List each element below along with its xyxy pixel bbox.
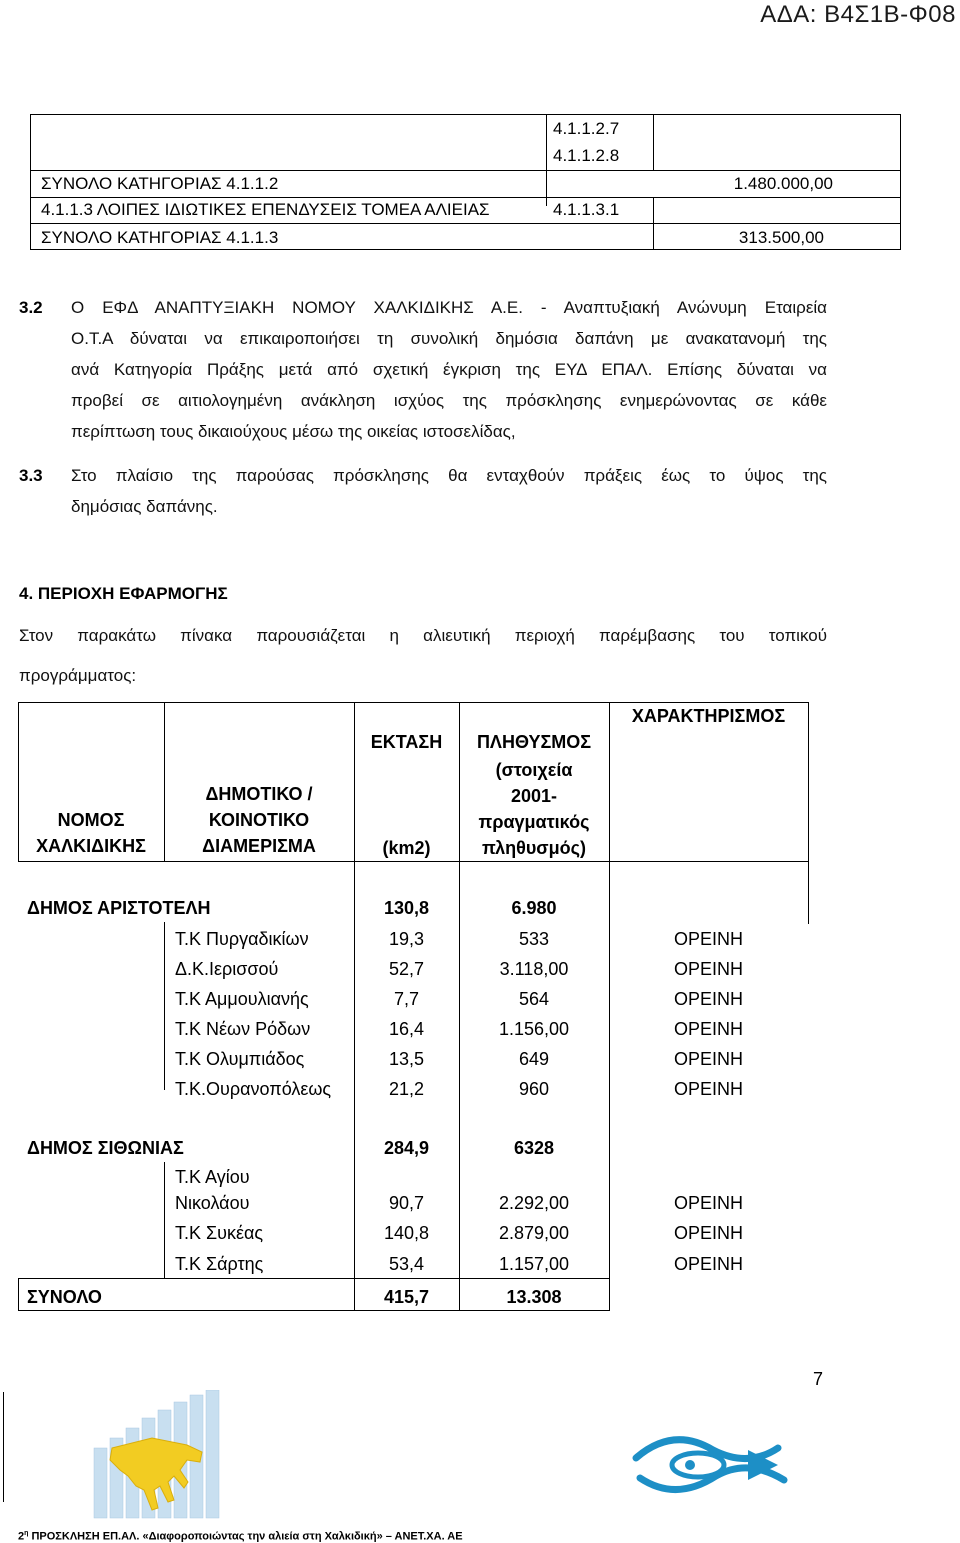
header-xaraktirismos: ΧΑΡΑΚΤΗΡΙΣΜΟΣ <box>631 706 786 726</box>
community-type: ΟΡΕΙΝΗ <box>673 1019 743 1039</box>
header-plithysmos: (στοιχεία <box>495 760 573 780</box>
community-population: 649 <box>518 1049 550 1069</box>
subcategory-code: 4.1.1.2.7 <box>553 119 620 138</box>
header-plithysmos: πληθυσμός) <box>481 838 586 858</box>
municipality-name: ΔΗΜΟΣ ΑΡΙΣΤΟΤΕΛΗ <box>27 898 211 918</box>
community-area: 52,7 <box>388 959 425 979</box>
header-plithysmos: πραγματικός <box>478 812 590 832</box>
community-name: Τ.Κ Αμμουλιανής <box>175 989 309 1009</box>
header-ektasi-unit: (km2) <box>382 838 431 858</box>
ada-header: ΑΔΑ: Β4Σ1Β-Φ08 <box>760 1 956 28</box>
community-population: 564 <box>518 989 550 1009</box>
community-population: 2.292,00 <box>498 1193 570 1213</box>
community-type: ΟΡΕΙΝΗ <box>673 1049 743 1069</box>
fish-eye-wave-logo <box>628 1428 798 1508</box>
category-label: 4.1.1.3 ΛΟΙΠΕΣ ΙΔΙΩΤΙΚΕΣ ΕΠΕΝΔΥΣΕΙΣ ΤΟΜΕΑ ΑΛΙΕΙΑΣ <box>41 200 490 219</box>
total-label: ΣΥΝΟΛΟ <box>27 1287 102 1307</box>
municipality-population: 6.980 <box>511 898 557 918</box>
chalkidiki-map-bar-chart-logo <box>92 1390 227 1520</box>
paragraph-line: ανά Κατηγορία Πράξης μετά από σχετική έγκριση της ΕΥΔ ΕΠΑΛ. Επίσης δύναται να <box>71 360 827 379</box>
section-number: 3.3 <box>19 466 43 485</box>
header-dimotiko: ΔΙΑΜΕΡΙΣΜΑ <box>202 836 316 856</box>
community-name: Τ.Κ.Ουρανοπόλεως <box>175 1079 332 1099</box>
header-dimotiko: ΔΗΜΟΤΙΚΟ / <box>205 784 313 804</box>
subcategory-code: 4.1.1.2.8 <box>553 146 620 165</box>
community-area: 140,8 <box>383 1223 430 1243</box>
community-area: 53,4 <box>388 1254 425 1274</box>
subcategory-code: 4.1.1.3.1 <box>553 200 620 219</box>
community-population: 2.879,00 <box>498 1223 570 1243</box>
total-area: 415,7 <box>383 1287 430 1307</box>
header-ektasi: ΕΚΤΑΣΗ <box>370 732 443 752</box>
header-plithysmos: 2001- <box>510 786 558 806</box>
community-population: 533 <box>518 929 550 949</box>
municipality-area: 284,9 <box>383 1138 430 1158</box>
community-name: Τ.Κ Νέων Ρόδων <box>175 1019 311 1039</box>
community-type: ΟΡΕΙΝΗ <box>673 989 743 1009</box>
header-plithysmos: ΠΛΗΘΥΣΜΟΣ <box>476 732 592 752</box>
paragraph-line: προβεί σε αιτιολογημένη ανάκληση ισχύος της πρόσκλησης ενημερώνοντας σε κάθε <box>71 391 827 410</box>
community-area: 19,3 <box>388 929 425 949</box>
community-area: 7,7 <box>393 989 420 1009</box>
paragraph-line: Ο.Τ.Α δύναται να επικαιροποιήσει τη συνολική δημόσια δαπάνη με ανακατανομή της <box>71 329 827 348</box>
margin-rule <box>3 1392 4 1502</box>
budget-table <box>30 114 901 250</box>
section-number: 3.2 <box>19 298 43 317</box>
community-name: Τ.Κ Πυργαδικίων <box>175 929 309 949</box>
header-nomos: ΝΟΜΟΣ <box>57 810 125 830</box>
municipality-name: ΔΗΜΟΣ ΣΙΘΩΝΙΑΣ <box>27 1138 184 1158</box>
community-area: 13,5 <box>388 1049 425 1069</box>
category-total-value: 313.500,00 <box>738 228 824 247</box>
header-dimotiko: ΚΟΙΝΟΤΙΚΟ <box>208 810 310 830</box>
category-total-label: ΣΥΝΟΛΟ ΚΑΤΗΓΟΡΙΑΣ 4.1.1.3 <box>41 228 279 247</box>
community-type: ΟΡΕΙΝΗ <box>673 929 743 949</box>
community-name: Τ.Κ Συκέας <box>175 1223 264 1243</box>
community-type: ΟΡΕΙΝΗ <box>673 1079 743 1099</box>
community-population: 1.157,00 <box>498 1254 570 1274</box>
paragraph-line: δημόσιας δαπάνης. <box>71 497 218 516</box>
intro-line: προγράμματος: <box>19 666 137 685</box>
community-type: ΟΡΕΙΝΗ <box>673 1254 743 1274</box>
community-type: ΟΡΕΙΝΗ <box>673 1223 743 1243</box>
municipality-area: 130,8 <box>383 898 430 918</box>
page-number: 7 <box>813 1369 824 1389</box>
community-name: Τ.Κ Αγίου <box>175 1167 250 1187</box>
footer-text: $2^\eta$ ΠΡΟΣΚΛΗΣΗ ΕΠ.ΑΛ. «Διαφοροποιώντας την αλιεία στη Χαλκιδική» – ΑΝΕΤ.ΧΑ. ΑΕ <box>18 1530 463 1543</box>
category-total-label: ΣΥΝΟΛΟ ΚΑΤΗΓΟΡΙΑΣ 4.1.1.2 <box>41 174 279 193</box>
paragraph-line: περίπτωση τους δικαιούχους μέσω της οικείας ιστοσελίδας, <box>71 422 516 441</box>
intro-line: Στον παρακάτω πίνακα παρουσιάζεται η αλιευτική περιοχή παρέμβασης του τοπικού <box>19 626 827 645</box>
category-total-value: 1.480.000,00 <box>733 174 833 193</box>
header-nomos: ΧΑΛΚΙΔΙΚΗΣ <box>36 836 146 856</box>
fishing-area-table <box>18 702 809 1311</box>
community-name: Δ.Κ.Ιερισσού <box>175 959 279 979</box>
total-population: 13.308 <box>506 1287 562 1307</box>
community-name: Τ.Κ Σάρτης <box>175 1254 264 1274</box>
community-population: 1.156,00 <box>498 1019 570 1039</box>
community-area: 21,2 <box>388 1079 425 1099</box>
community-type: ΟΡΕΙΝΗ <box>673 1193 743 1213</box>
community-area: 16,4 <box>388 1019 425 1039</box>
paragraph-line: Ο ΕΦΔ ΑΝΑΠΤΥΞΙΑΚΗ ΝΟΜΟΥ ΧΑΛΚΙΔΙΚΗΣ Α.Ε. - Αναπτυξιακή Ανώνυμη Εταιρεία <box>71 298 827 317</box>
community-name: Νικολάου <box>175 1193 250 1213</box>
community-type: ΟΡΕΙΝΗ <box>673 959 743 979</box>
paragraph-line: Στο πλαίσιο της παρούσας πρόσκλησης θα ενταχθούν πράξεις έως το ύψος της <box>71 466 827 485</box>
section-title: 4. ΠΕΡΙΟΧΗ ΕΦΑΡΜΟΓΗΣ <box>19 584 228 603</box>
community-population: 3.118,00 <box>499 959 569 979</box>
community-area: 90,7 <box>388 1193 425 1213</box>
community-population: 960 <box>518 1079 550 1099</box>
municipality-population: 6328 <box>513 1138 555 1158</box>
community-name: Τ.Κ Ολυμπιάδος <box>175 1049 305 1069</box>
